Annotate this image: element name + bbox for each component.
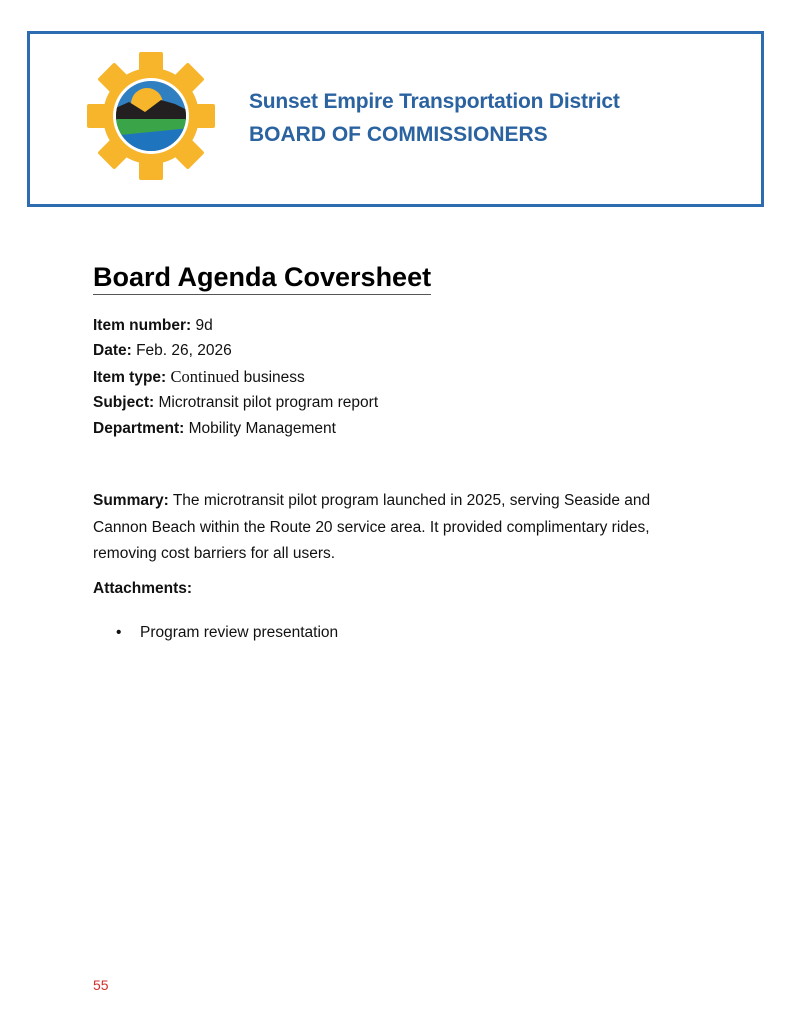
summary-label: Summary: — [93, 492, 169, 509]
letterhead-box — [27, 31, 764, 207]
item-details — [93, 313, 378, 441]
page-title: Board Agenda Coversheet — [93, 261, 431, 295]
field-label: Item number: — [93, 317, 192, 334]
field-value: Mobility Management — [188, 419, 336, 437]
attachment-title: Program review presentation — [140, 624, 339, 641]
summary-text: The microtransit pilot program launched in 2025, serving Seaside and Cannon Beach within the Route 20 service area. It provided complimentary rides, removing cost barriers for all users. — [93, 492, 651, 562]
field-label: Date: — [93, 342, 132, 360]
field-department — [93, 416, 378, 441]
field-item-type — [93, 364, 378, 390]
field-label: Department: — [93, 419, 185, 437]
field-item-number — [93, 313, 378, 338]
field-label: Item type: — [93, 368, 167, 386]
district-logo-icon — [86, 51, 216, 181]
page-number: 55 — [93, 977, 109, 993]
field-value: business — [239, 368, 305, 386]
organization-name: Sunset Empire Transportation District — [249, 90, 620, 113]
attachments-list — [93, 622, 338, 644]
field-subject — [93, 390, 378, 415]
attachments-label: Attachments: — [93, 580, 193, 597]
bullet-icon: • — [116, 624, 122, 641]
attachment-item — [93, 622, 338, 644]
field-value: 9d — [195, 317, 213, 334]
board-name: BOARD OF COMMISSIONERS — [249, 123, 548, 146]
field-label: Subject: — [93, 394, 155, 412]
field-value: Microtransit pilot program report — [158, 394, 379, 412]
field-value: Feb. 26, 2026 — [136, 342, 232, 360]
summary-paragraph — [93, 488, 703, 568]
field-value-serif: Continued — [170, 366, 240, 386]
field-date — [93, 338, 378, 363]
